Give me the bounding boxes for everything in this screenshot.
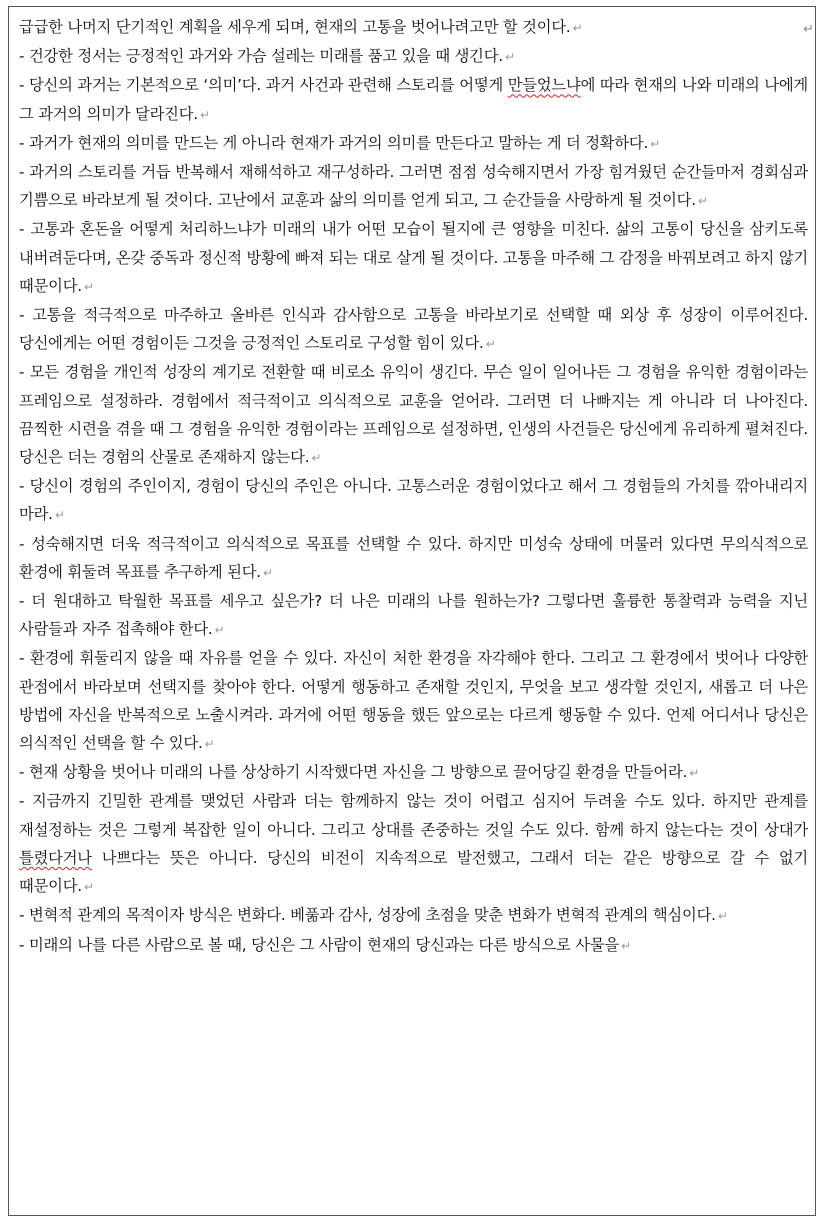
paragraph-text: - 지금까지 긴밀한 관계를 맺었던 사람과 더는 함께하지 않는 것이 어렵고 심지어 두려울 수도 있다. 하지만 관계를 재설정하는 것은 그렇게 복잡한 일이 아니다. 그리고 상대를 존중하는 것일 수도 있다. 함께 하지 않는다는 것이 상대가 (19, 792, 808, 839)
margin-return-mark: ↵ (803, 22, 814, 37)
spellcheck-flagged-word[interactable]: 만들었느냐 (507, 76, 581, 95)
paragraph-3[interactable] (19, 71, 808, 128)
paragraph-14[interactable] (19, 787, 808, 901)
paragraph-text-after: 에 따라 현재의 나와 미래의 나에게 그 과거의 의미가 달라진다. (19, 76, 808, 123)
paragraph-text: - 더 원대하고 탁월한 목표를 세우고 싶은가? 더 나은 미래의 나를 원하는가? 그렇다면 훌륭한 통찰력과 능력을 지닌 사람들과 자주 접촉해야 한다. (19, 592, 808, 639)
paragraph-15[interactable] (19, 901, 808, 930)
paragraph-text: - 당신의 과거는 기본적으로 ‘의미’다. 과거 사건과 관련해 스토리를 어떻게 (19, 76, 508, 95)
paragraph-13[interactable] (19, 758, 808, 787)
paragraph-1[interactable] (19, 13, 808, 42)
paragraph-text: - 성숙해지면 더욱 적극적이고 의식적으로 목표를 선택할 수 있다. 하지만 미성숙 상태에 머물러 있다면 무의식적으로 환경에 휘둘려 목표를 추구하게 된다. (19, 534, 808, 581)
paragraph-16[interactable] (19, 931, 808, 960)
paragraph-text-after: 나쁘다는 뜻은 아니다. 당신의 비전이 지속적으로 발전했고, 그래서 더는 같은 방향으로 갈 수 없기 때문이다. (19, 848, 808, 896)
paragraph-text: - 미래의 나를 다른 사람으로 볼 때, 당신은 그 사람이 현재의 당신과는 다른 방식으로 사물을 (19, 935, 620, 954)
paragraph-11[interactable] (19, 587, 808, 644)
paragraph-4[interactable] (19, 129, 808, 158)
paragraph-text: - 현재 상황을 벗어나 미래의 나를 상상하기 시작했다면 자신을 그 방향으로 끌어당길 환경을 만들어라. (19, 763, 688, 782)
paragraph-text: - 모든 경험을 개인적 성장의 계기로 전환할 때 비로소 유익이 생긴다. 무슨 일이 일어나든 그 경험을 유익한 경험이라는 프레임으로 설정하라. 경험에서 적극적이고 의식적으로 교훈을 얻어라. 그러면 더 나빠지는 게 아니라 더 나아진다. 끔찍한 시련을 겪을 때 그 경험을 유익한 경험이라는 프레임으로 설정하면, 인생의 사건들은 당신에게 유리하게 펼쳐진다. 당신은 더는 경험의 산물로 존재하지 않는다. (19, 363, 808, 467)
paragraph-6[interactable] (19, 215, 808, 301)
paragraph-text: - 과거가 현재의 의미를 만드는 게 아니라 현재가 과거의 의미를 만든다고 말하는 게 더 정확하다. (19, 133, 649, 152)
paragraph-text: - 고통과 혼돈을 어떻게 처리하느냐가 미래의 내가 어떤 모습이 될지에 큰 영향을 미친다. 삶의 고통이 당신을 삼키도록 내버려둔다며, 온갖 중독과 정신적 방황에 빠져 되는 대로 살게 될 것이다. 고통을 마주해 그 감정을 바꿔보려고 하지 않기 때문이다. (19, 220, 808, 295)
paragraph-text: 급급한 나머지 단기적인 계획을 세우게 되며, 현재의 고통을 벗어나려고만 할 것이다. (19, 18, 571, 36)
paragraph-10[interactable] (19, 530, 808, 587)
paragraph-text: - 변혁적 관계의 목적이자 방식은 변화다. 베풂과 감사, 성장에 초점을 맞춘 변화가 변혁적 관계의 핵심이다. (19, 906, 716, 925)
paragraph-text: - 환경에 휘둘리지 않을 때 자유를 얻을 수 있다. 자신이 처한 환경을 자각해야 한다. 그리고 그 환경에서 벗어나 다양한 관점에서 바라보며 선택지를 찾아야 한다. 어떻게 행동하고 존재할 것인지, 무엇을 보고 생각할 것인지, 새롭고 더 나은 방법에 자신을 반복적으로 노출시켜라. 과거에 어떤 행동을 했든 앞으로는 다르게 행동할 수 있다. 언제 어디서나 당신은 의식적인 선택을 할 수 있다. (19, 649, 808, 753)
paragraph-2[interactable] (19, 42, 808, 71)
paragraph-5[interactable] (19, 158, 808, 215)
paragraph-12[interactable] (19, 644, 808, 758)
paragraph-text: - 과거의 스토리를 거듭 반복해서 재해석하고 재구성하라. 그러면 점점 성숙해지면서 가장 힘겨웠던 순간들마저 경회심과 기쁨으로 바라보게 될 것이다. 고난에서 교훈과 삶의 의미를 얻게 되고, 그 순간들을 사랑하게 될 것이다. (19, 163, 808, 210)
paragraph-7[interactable] (19, 301, 808, 358)
paragraph-text: - 고통을 적극적으로 마주하고 올바른 인식과 감사함으로 고통을 바라보기로 선택할 때 외상 후 성장이 이루어진다. 당신에게는 어떤 경험이든 그것을 긍정적인 스토리로 구성할 힘이 있다. (19, 306, 808, 353)
paragraph-9[interactable] (19, 472, 808, 529)
paragraph-8[interactable] (19, 358, 808, 472)
paragraph-text: - 당신이 경험의 주인이지, 경험이 당신의 주인은 아니다. 고통스러운 경험이었다고 해서 그 경험들의 가치를 깎아내리지 마라. (19, 477, 808, 524)
document-body[interactable] (9, 7, 815, 960)
spellcheck-flagged-word[interactable]: 틀렸다거나 (19, 848, 92, 867)
paragraph-text: - 건강한 정서는 긍정적인 과거와 가슴 설레는 미래를 품고 있을 때 생긴다. (19, 47, 503, 66)
document-page[interactable] (8, 6, 816, 1216)
